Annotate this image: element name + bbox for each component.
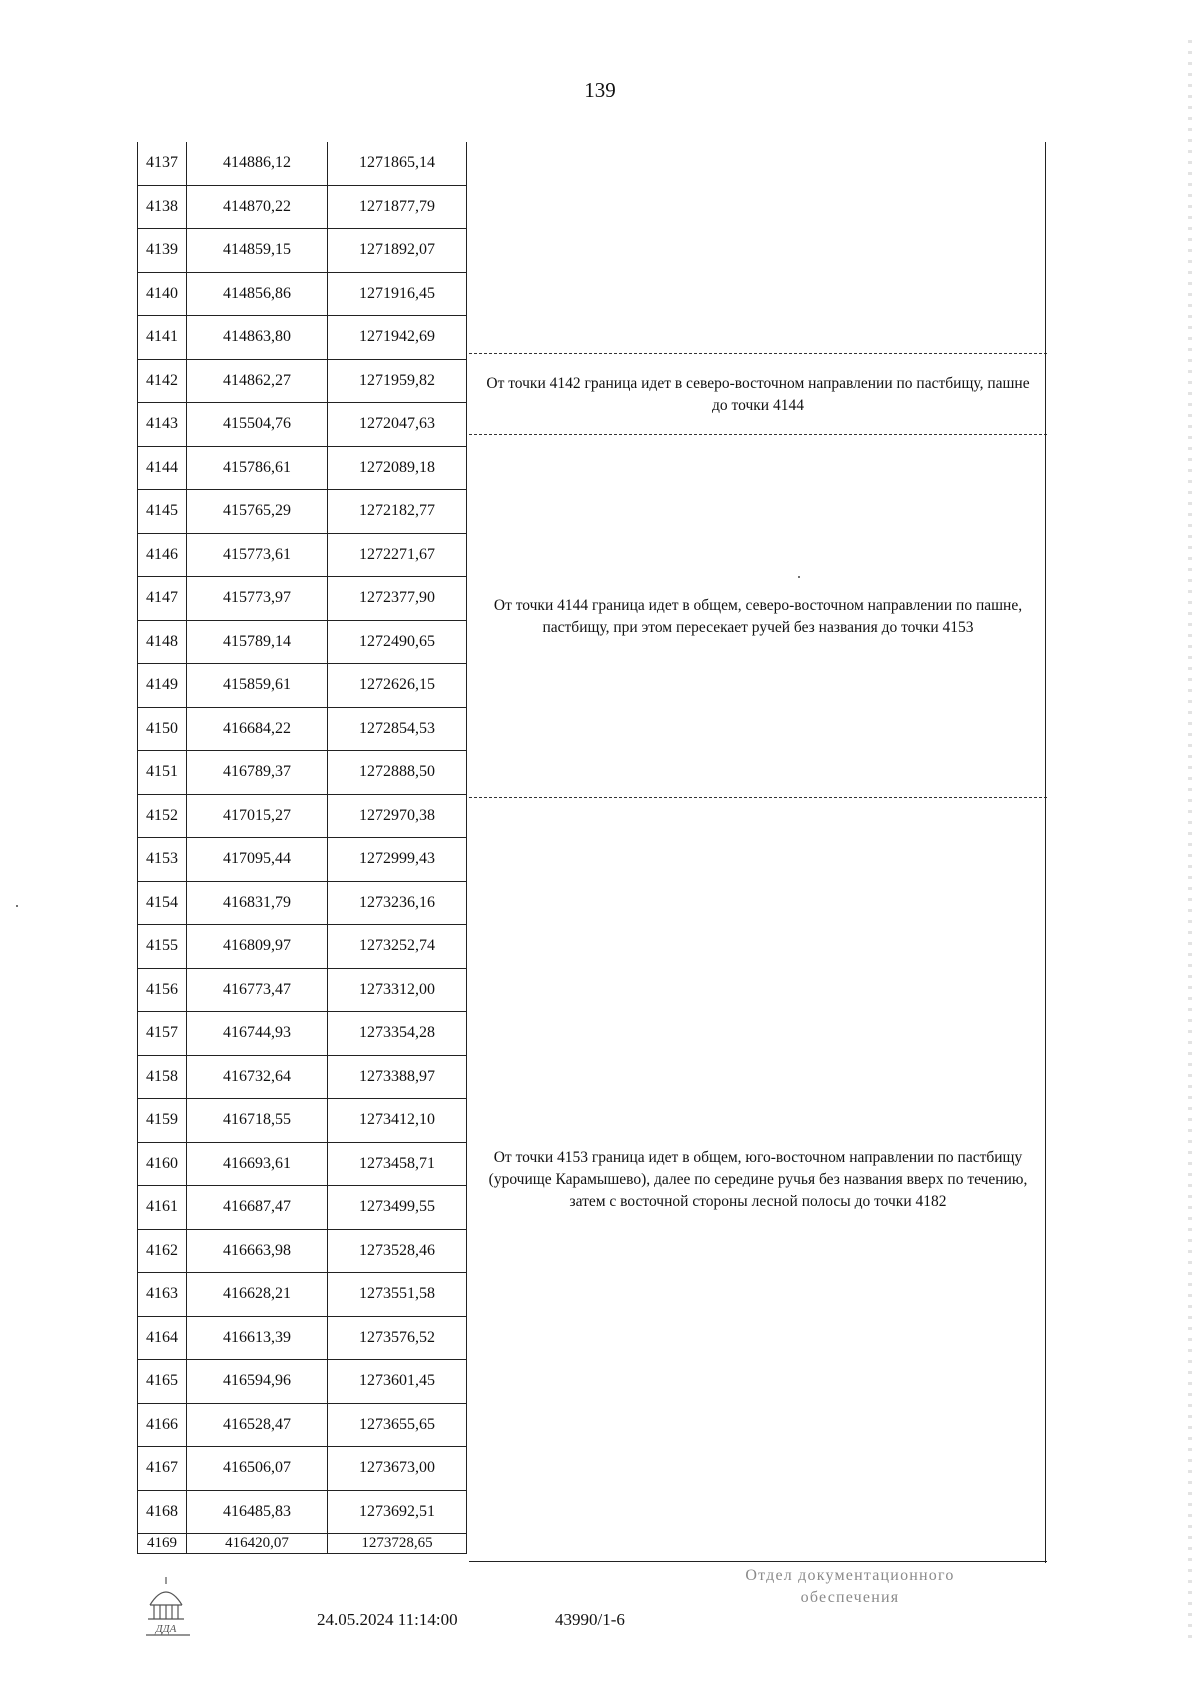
y-coordinate-cell: 1271916,45 [328,272,467,316]
point-number-cell: 4165 [138,1360,187,1404]
x-coordinate-cell: 416831,79 [187,881,328,925]
table-row [138,1403,467,1447]
table-row [138,359,467,403]
table-row [138,577,467,621]
table-row [138,1360,467,1404]
y-coordinate-cell: 1271877,79 [328,185,467,229]
point-number-cell: 4148 [138,620,187,664]
description-column-border [1045,142,1046,1563]
stamp-line-2: обеспечения [800,1589,900,1606]
x-coordinate-cell: 416628,21 [187,1273,328,1317]
x-coordinate-cell: 415504,76 [187,403,328,447]
table-row [138,1534,467,1554]
x-coordinate-cell: 416663,98 [187,1229,328,1273]
point-number-cell: 4145 [138,490,187,534]
point-number-cell: 4137 [138,142,187,185]
point-number-cell: 4161 [138,1186,187,1230]
stamp-line-1: Отдел документационного [745,1567,955,1584]
y-coordinate-cell: 1272377,90 [328,577,467,621]
department-stamp [700,1565,1000,1609]
table-row [138,968,467,1012]
table-row [138,1229,467,1273]
point-number-cell: 4157 [138,1012,187,1056]
y-coordinate-cell: 1272970,38 [328,794,467,838]
row-separator-4142 [469,353,1047,354]
x-coordinate-cell: 416420,07 [187,1534,328,1554]
table-row [138,446,467,490]
table-row [138,925,467,969]
y-coordinate-cell: 1272182,77 [328,490,467,534]
table-row [138,794,467,838]
footer-document-code: 43990/1-6 [555,1610,625,1629]
table-row [138,229,467,273]
table-row [138,620,467,664]
x-coordinate-cell: 415765,29 [187,490,328,534]
x-coordinate-cell: 416718,55 [187,1099,328,1143]
table-row [138,838,467,882]
table-row [138,533,467,577]
x-coordinate-cell: 415789,14 [187,620,328,664]
x-coordinate-cell: 416732,64 [187,1055,328,1099]
row-separator-4153 [469,797,1047,798]
point-number-cell: 4167 [138,1447,187,1491]
table-row [138,272,467,316]
x-coordinate-cell: 414886,12 [187,142,328,185]
x-coordinate-cell: 416528,47 [187,1403,328,1447]
point-number-cell: 4138 [138,185,187,229]
point-number-cell: 4149 [138,664,187,708]
point-number-cell: 4140 [138,272,187,316]
y-coordinate-cell: 1273601,45 [328,1360,467,1404]
x-coordinate-cell: 414856,86 [187,272,328,316]
y-coordinate-cell: 1273236,16 [328,881,467,925]
table-row [138,1273,467,1317]
y-coordinate-cell: 1273576,52 [328,1316,467,1360]
logo-lettering: ДДА [155,1623,177,1635]
point-number-cell: 4166 [138,1403,187,1447]
x-coordinate-cell: 416693,61 [187,1142,328,1186]
page-number: 139 [584,78,616,102]
x-coordinate-cell: 415773,97 [187,577,328,621]
x-coordinate-cell: 416485,83 [187,1490,328,1534]
scan-speck [798,576,800,578]
institution-logo [144,1573,204,1639]
table-row [138,881,467,925]
y-coordinate-cell: 1272626,15 [328,664,467,708]
table-row [138,1447,467,1491]
y-coordinate-cell: 1272854,53 [328,707,467,751]
table-row [138,1186,467,1230]
point-number-cell: 4169 [138,1534,187,1554]
boundary-description-2 [469,436,1047,797]
x-coordinate-cell: 416789,37 [187,751,328,795]
scan-edge-marks [1188,40,1192,1640]
x-coordinate-cell: 414859,15 [187,229,328,273]
point-number-cell: 4164 [138,1316,187,1360]
y-coordinate-cell: 1273388,97 [328,1055,467,1099]
point-number-cell: 4139 [138,229,187,273]
point-number-cell: 4147 [138,577,187,621]
point-number-cell: 4144 [138,446,187,490]
table-row [138,1316,467,1360]
point-number-cell: 4143 [138,403,187,447]
point-number-cell: 4146 [138,533,187,577]
point-number-cell: 4142 [138,359,187,403]
y-coordinate-cell: 1271865,14 [328,142,467,185]
table-row [138,751,467,795]
y-coordinate-cell: 1273354,28 [328,1012,467,1056]
boundary-description-1 [469,355,1047,434]
point-number-cell: 4155 [138,925,187,969]
point-number-cell: 4141 [138,316,187,360]
point-number-cell: 4156 [138,968,187,1012]
coordinates-table [137,142,467,1554]
point-number-cell: 4150 [138,707,187,751]
x-coordinate-cell: 416687,47 [187,1186,328,1230]
y-coordinate-cell: 1273252,74 [328,925,467,969]
x-coordinate-cell: 416506,07 [187,1447,328,1491]
point-number-cell: 4152 [138,794,187,838]
point-number-cell: 4153 [138,838,187,882]
y-coordinate-cell: 1272888,50 [328,751,467,795]
point-number-cell: 4159 [138,1099,187,1143]
row-separator-4144 [469,434,1047,435]
scan-speck [16,905,18,907]
y-coordinate-cell: 1273528,46 [328,1229,467,1273]
x-coordinate-cell: 415773,61 [187,533,328,577]
y-coordinate-cell: 1273412,10 [328,1099,467,1143]
table-row [138,707,467,751]
boundary-description-text: От точки 4144 граница идет в общем, северо-восточном направлении по пашне, пастбищу, при этом пересекает ручей без названия до точки 4153 [493,596,1023,636]
point-number-cell: 4158 [138,1055,187,1099]
y-coordinate-cell: 1273673,00 [328,1447,467,1491]
boundary-description-3 [469,799,1047,1561]
boundary-description-text: От точки 4153 граница идет в общем, юго-восточном направлении по пастбищу (урочище Карамышево), далее по середине ручья без названия вверх по течению, затем с восточной стороны лесной полосы до точки 4182 [488,1149,1028,1210]
table-row [138,1490,467,1534]
table-row [138,664,467,708]
y-coordinate-cell: 1271959,82 [328,359,467,403]
table-row [138,490,467,534]
y-coordinate-cell: 1273655,65 [328,1403,467,1447]
y-coordinate-cell: 1273499,55 [328,1186,467,1230]
boundary-table-sheet [137,142,1049,1563]
y-coordinate-cell: 1271942,69 [328,316,467,360]
boundary-description-text: От точки 4142 граница идет в северо-восточном направлении по пастбищу, пашне до точки 4144 [486,374,1030,414]
x-coordinate-cell: 415786,61 [187,446,328,490]
y-coordinate-cell: 1273312,00 [328,968,467,1012]
description-column-bottom [469,1561,1047,1562]
x-coordinate-cell: 414863,80 [187,316,328,360]
point-number-cell: 4168 [138,1490,187,1534]
table-row [138,1099,467,1143]
x-coordinate-cell: 416613,39 [187,1316,328,1360]
x-coordinate-cell: 416684,22 [187,707,328,751]
table-row [138,142,467,185]
y-coordinate-cell: 1272089,18 [328,446,467,490]
point-number-cell: 4154 [138,881,187,925]
y-coordinate-cell: 1271892,07 [328,229,467,273]
x-coordinate-cell: 414862,27 [187,359,328,403]
y-coordinate-cell: 1272271,67 [328,533,467,577]
x-coordinate-cell: 415859,61 [187,664,328,708]
y-coordinate-cell: 1272999,43 [328,838,467,882]
table-row [138,1055,467,1099]
x-coordinate-cell: 417095,44 [187,838,328,882]
x-coordinate-cell: 417015,27 [187,794,328,838]
point-number-cell: 4162 [138,1229,187,1273]
table-row [138,316,467,360]
x-coordinate-cell: 414870,22 [187,185,328,229]
table-row [138,1012,467,1056]
table-row [138,1142,467,1186]
table-row [138,403,467,447]
point-number-cell: 4160 [138,1142,187,1186]
point-number-cell: 4151 [138,751,187,795]
footer-datetime: 24.05.2024 11:14:00 [317,1610,458,1629]
y-coordinate-cell: 1273728,65 [328,1534,467,1554]
x-coordinate-cell: 416594,96 [187,1360,328,1404]
table-row [138,185,467,229]
y-coordinate-cell: 1273692,51 [328,1490,467,1534]
y-coordinate-cell: 1273458,71 [328,1142,467,1186]
x-coordinate-cell: 416809,97 [187,925,328,969]
x-coordinate-cell: 416744,93 [187,1012,328,1056]
y-coordinate-cell: 1272490,65 [328,620,467,664]
x-coordinate-cell: 416773,47 [187,968,328,1012]
point-number-cell: 4163 [138,1273,187,1317]
y-coordinate-cell: 1273551,58 [328,1273,467,1317]
y-coordinate-cell: 1272047,63 [328,403,467,447]
